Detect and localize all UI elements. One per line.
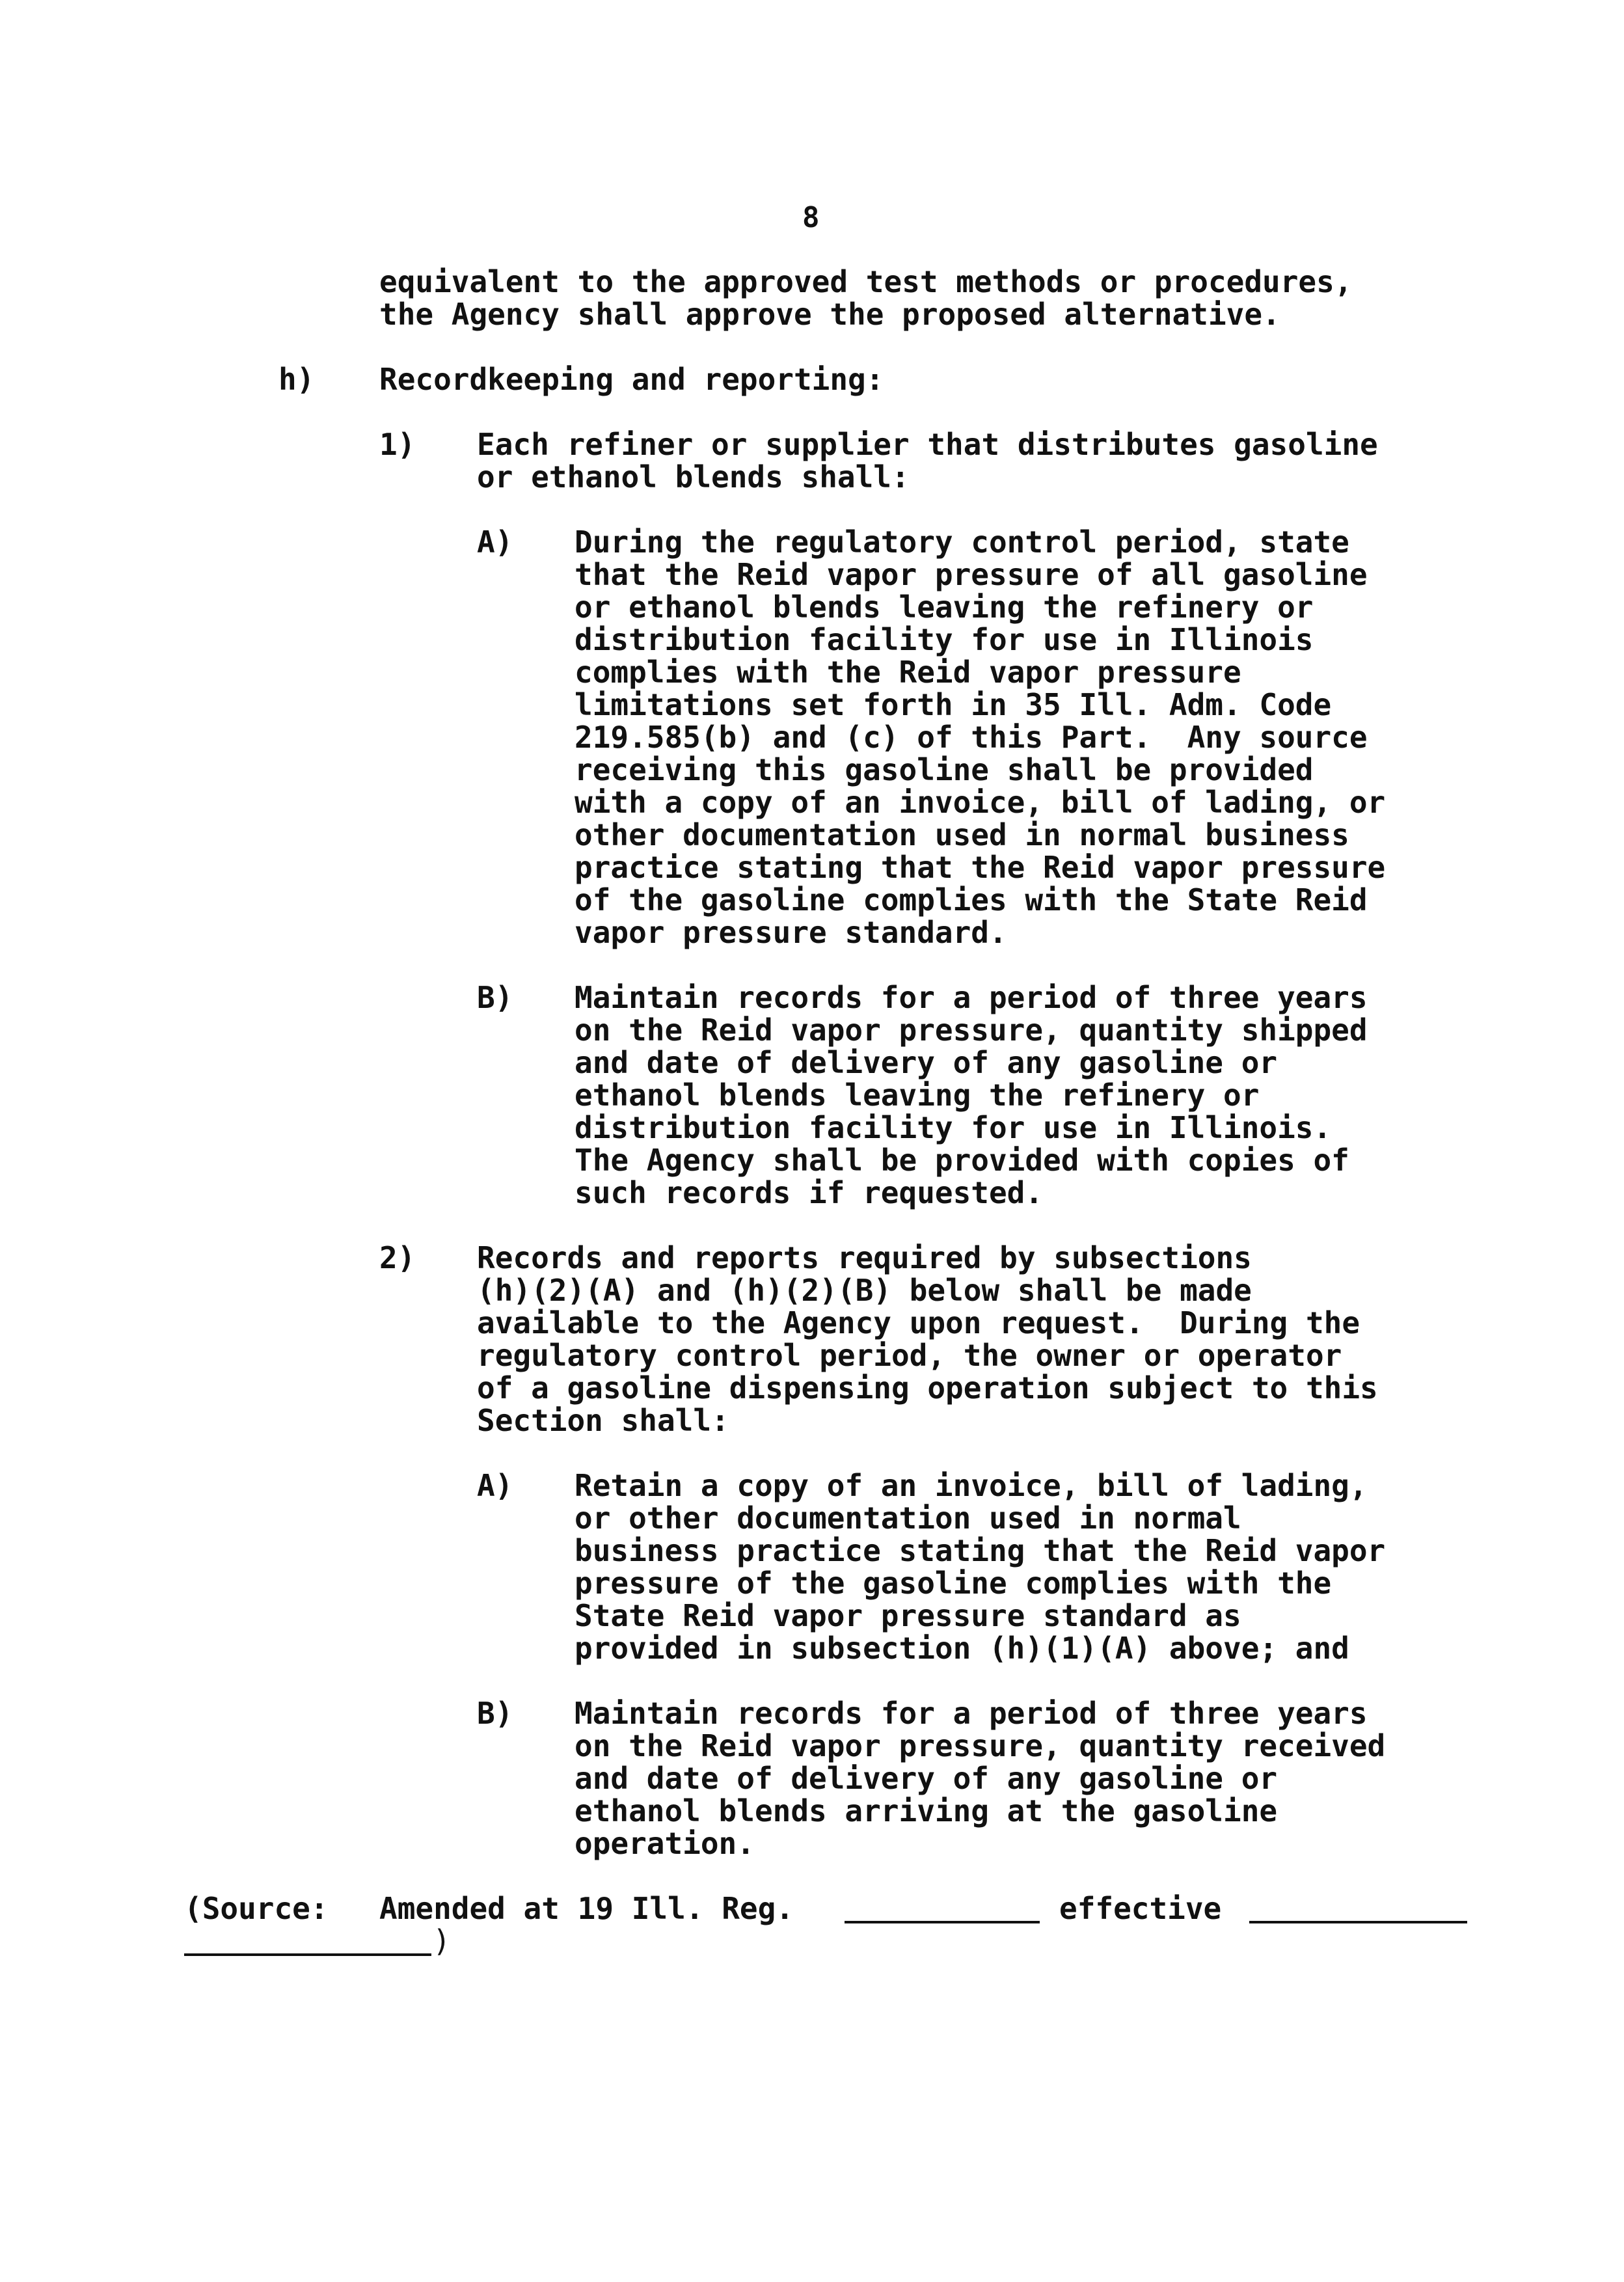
item-2-line: available to the Agency upon request. During the <box>477 1305 1360 1340</box>
item-1b-line: ethanol blends leaving the refinery or <box>575 1078 1260 1113</box>
item-1b-label: B) <box>477 980 513 1015</box>
source-continuation-blank <box>184 1927 431 1956</box>
item-1a-line: limitations set forth in 35 Ill. Adm. Code <box>575 687 1332 722</box>
effective-label: effective <box>1059 1891 1222 1926</box>
item-1a-line: of the gasoline complies with the State Reid <box>575 882 1368 917</box>
item-1a-line: or ethanol blends leaving the refinery or <box>575 590 1314 625</box>
item-1b-line: Maintain records for a period of three years <box>575 980 1368 1015</box>
item-1a-line: other documentation used in normal business <box>575 817 1349 852</box>
item-2a-line: pressure of the gasoline complies with the <box>575 1566 1332 1601</box>
item-1a-line: receiving this gasoline shall be provided <box>575 752 1314 787</box>
item-1b-line: The Agency shall be provided with copies of <box>575 1143 1349 1178</box>
item-1a-line: vapor pressure standard. <box>575 915 1007 950</box>
section-h-heading: Recordkeeping and reporting: <box>379 362 884 397</box>
item-2b-line: Maintain records for a period of three years <box>575 1696 1368 1731</box>
item-2-line: (h)(2)(A) and (h)(2)(B) below shall be made <box>477 1273 1252 1308</box>
item-1a-line: that the Reid vapor pressure of all gasoline <box>575 557 1368 592</box>
register-number-blank <box>845 1895 1040 1923</box>
item-1a-line: distribution facility for use in Illinois <box>575 622 1314 657</box>
item-1a-line: practice stating that the Reid vapor pressure <box>575 850 1386 885</box>
source-text: Amended at 19 Ill. Reg. <box>379 1891 794 1926</box>
item-2b-line: on the Reid vapor pressure, quantity received <box>575 1728 1386 1763</box>
item-1a-line: with a copy of an invoice, bill of lading, or <box>575 785 1386 820</box>
item-1-label: 1) <box>379 427 416 462</box>
item-1a-line: During the regulatory control period, state <box>575 524 1349 560</box>
source-label: (Source: <box>184 1891 329 1926</box>
item-1-line: Each refiner or supplier that distributes gasoline <box>477 427 1378 462</box>
item-2a-line: business practice stating that the Reid vapor <box>575 1533 1386 1568</box>
item-2-label: 2) <box>379 1240 416 1275</box>
source-closing-paren: ) <box>433 1923 451 1959</box>
section-h-label: h) <box>278 362 315 397</box>
item-1b-line: distribution facility for use in Illinois. <box>575 1110 1332 1145</box>
item-2b-label: B) <box>477 1696 513 1731</box>
item-2a-label: A) <box>477 1468 513 1503</box>
item-1b-line: and date of delivery of any gasoline or <box>575 1045 1278 1080</box>
item-2b-line: operation. <box>575 1826 755 1861</box>
item-1b-line: such records if requested. <box>575 1175 1044 1210</box>
item-2-line: regulatory control period, the owner or operator <box>477 1338 1342 1373</box>
continuation-line: equivalent to the approved test methods or procedures, <box>379 264 1353 299</box>
item-2a-line: or other documentation used in normal <box>575 1501 1241 1536</box>
item-2a-line: Retain a copy of an invoice, bill of lading, <box>575 1468 1368 1503</box>
continuation-line: the Agency shall approve the proposed alternative. <box>379 297 1280 332</box>
effective-date-blank <box>1249 1895 1467 1923</box>
page-number: 8 <box>802 201 820 234</box>
item-1-line: or ethanol blends shall: <box>477 459 910 495</box>
item-2a-line: provided in subsection (h)(1)(A) above; and <box>575 1631 1349 1666</box>
item-2b-line: and date of delivery of any gasoline or <box>575 1761 1278 1796</box>
item-2-line: Records and reports required by subsections <box>477 1240 1252 1275</box>
item-1b-line: on the Reid vapor pressure, quantity shipped <box>575 1012 1368 1048</box>
item-1a-label: A) <box>477 524 513 560</box>
item-2a-line: State Reid vapor pressure standard as <box>575 1598 1241 1633</box>
item-1a-line: 219.585(b) and (c) of this Part. Any source <box>575 720 1368 755</box>
item-2-line: Section shall: <box>477 1403 729 1438</box>
item-2b-line: ethanol blends arriving at the gasoline <box>575 1793 1278 1828</box>
item-1a-line: complies with the Reid vapor pressure <box>575 655 1241 690</box>
item-2-line: of a gasoline dispensing operation subject to this <box>477 1370 1378 1406</box>
